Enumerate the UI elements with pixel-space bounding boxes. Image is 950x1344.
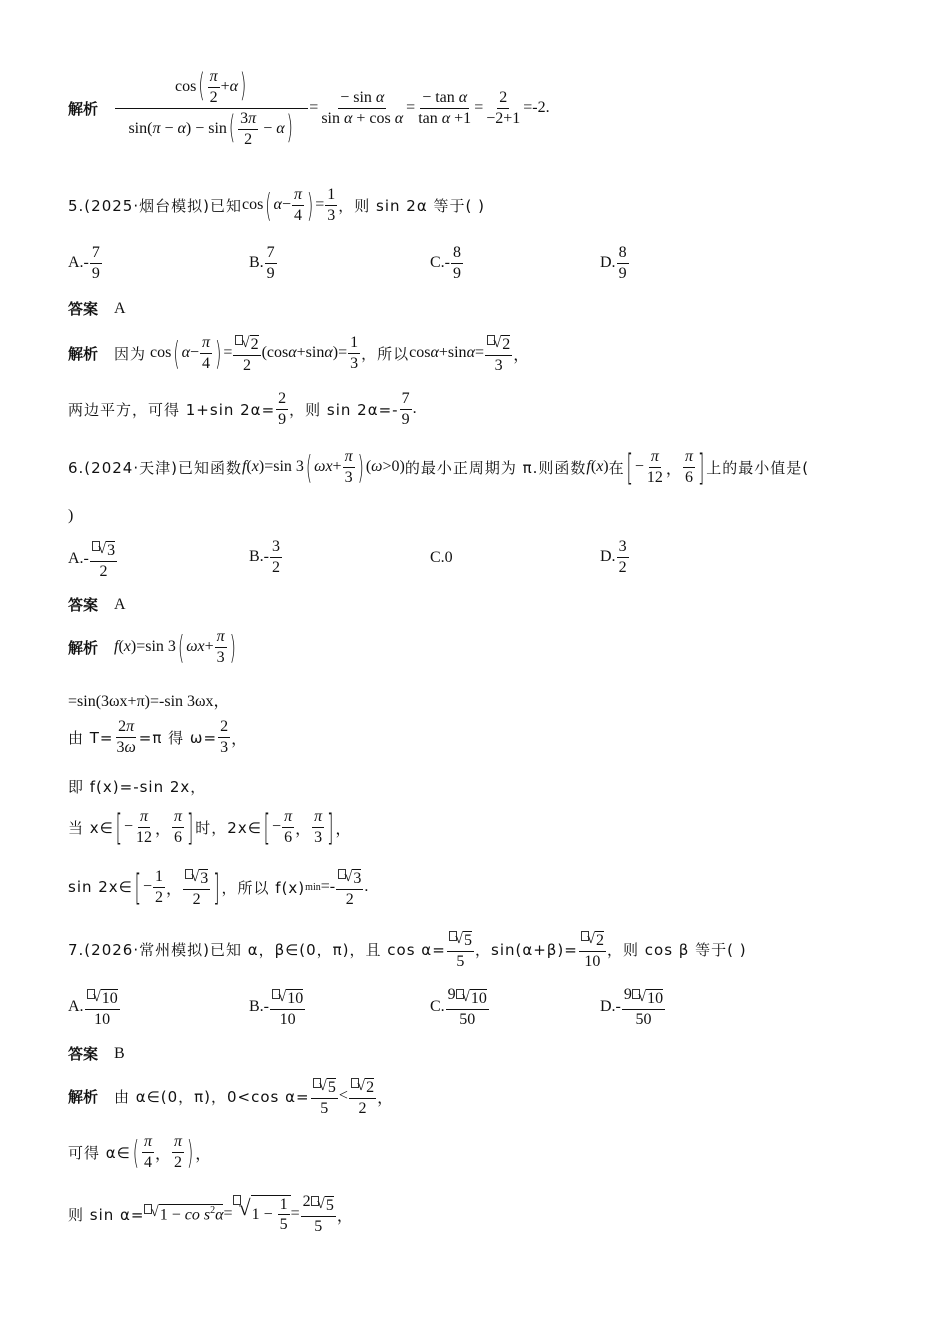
q5-answer: 答案 A — [68, 299, 126, 318]
q6-solution-1: 解析 f ( x )=sin 3 ( ωx + $\frac{\pi}{3}$ ) — [68, 628, 236, 667]
q4-result: =-2. — [523, 99, 550, 117]
q4-main-fraction: cos ( $\frac{\pi}{2}$ +α ) sin(π − α) − sin ( $\frac{3\pi}{2}$ − α ) — [115, 68, 308, 148]
q6-option-a[interactable]: A.- √ 3 2 — [68, 538, 118, 580]
q6-solution-5: 当 x∈ [ − $\frac{\pi}{12}$ ， $\frac{\pi}{6}$ ] 时，2x∈ [ − $\frac{\pi}{6}$ ， $\frac{\pi}{3}$ ] ， — [68, 806, 352, 848]
q7-option-b[interactable]: B.- √ 10 10 — [249, 986, 306, 1028]
q4-solution: 解析 cos ( $\frac{\pi}{2}$ +α ) sin(π − α) − sin ( $\frac{3\pi}{2}$ − α ) = $\frac{\text{− sin α}}{\text{sin α + cos α}}$ = $\frac{\text{− tan α}}{\text{tan α +1}}$ = $\frac{2}{-2+1}$ =-2. — [68, 65, 550, 148]
q5-option-b[interactable]: B. $\frac{7}{9}$ — [249, 244, 275, 282]
q6-solution-6: sin 2x∈ [ − $\frac{1}{2}$ ， √ 3 2 ] ，所以 f(x) min =- √ 3 2 . — [68, 866, 369, 908]
q6-stem-close: ) — [68, 507, 74, 524]
q6-stem: 6.(2024·天津)已知函数 f ( x )=sin 3 ( ωx + $\frac{\pi}{3}$ ) ( ω >0) 的最小正周期为 π.则函数 f ( x ) 在 [ − $\frac{\pi}{12}$ ， $\frac{\pi}{6}$ ] 上的最小值是( — [68, 446, 810, 488]
q5-option-d[interactable]: D. $\frac{8}{9}$ — [600, 244, 627, 282]
q7-option-d[interactable]: D.- 9 √ 10 50 — [600, 986, 664, 1028]
q7-solution-3: 则 sin α= √ 1 − co $s^2\alpha$ = √ 1 − $\frac{1}{5}$ = 2 √ 5 5 ， — [68, 1193, 353, 1235]
q6-option-b[interactable]: B.- $\frac{3}{2}$ — [249, 538, 280, 576]
q7-solution-1: 解析 由 α∈(0，π)，0<cos α= √ 5 5 < √ 2 2 ， — [68, 1075, 393, 1117]
q5-stem: 5.(2025·烟台模拟)已知 cos ( α − $\frac{\pi}{4}$ ) = $\frac{1}{3}$ ，则 sin 2α 等于( ) — [68, 186, 485, 225]
q6-solution-3: 由 T= $\frac{2\pi}{3\omega}$ =π 得 ω= $\frac{2}{3}$ ， — [68, 718, 248, 756]
q7-solution-2: 可得 α∈ ( $\frac{\pi}{4}$ ， $\frac{\pi}{2}$ ) ， — [68, 1133, 212, 1172]
q5-option-c[interactable]: C.- $\frac{8}{9}$ — [430, 244, 461, 282]
q7-option-c[interactable]: C. 9 √ 10 50 — [430, 986, 487, 1028]
q7-option-a[interactable]: A. √ 10 10 — [68, 986, 121, 1028]
q5-solution-2: 两边平方，可得 1+sin 2α= $\frac{2}{9}$ ，则 sin 2α=- $\frac{7}{9}$ . — [68, 390, 417, 428]
q5-solution-1: 解析 因为 cos ( α − $\frac{\pi}{4}$ ) = √ 2 2 (cos α +sin α )= $\frac{1}{3}$ ，所以 cos α +sin α = √ 2 3 ， — [68, 334, 530, 374]
solution-label: 解析 — [68, 99, 99, 118]
q6-solution-2: =sin(3ωx+π)=-sin 3ωx， — [68, 693, 230, 710]
q6-option-d[interactable]: D. $\frac{3}{2}$ — [600, 538, 627, 576]
q6-solution-4: 即 f(x)=-sin 2x， — [68, 778, 207, 796]
q7-answer: 答案 B — [68, 1044, 125, 1063]
q6-answer: 答案 A — [68, 595, 126, 614]
q7-stem: 7.(2026·常州模拟)已知 α，β∈(0，π)，且 cos α= √ 5 5 ，sin(α+β)= √ 2 10 ，则 cos β 等于( ) — [68, 928, 747, 970]
q5-option-a[interactable]: A.- $\frac{7}{9}$ — [68, 244, 100, 282]
q6-option-c[interactable]: C.0 — [430, 549, 453, 566]
